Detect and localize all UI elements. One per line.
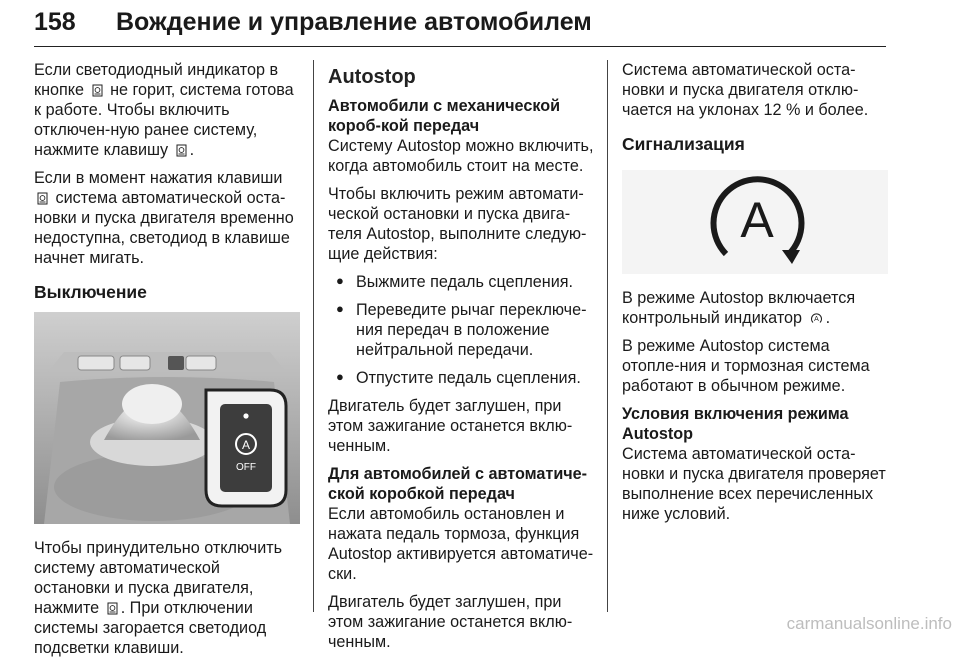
page-number: 158 <box>34 8 76 36</box>
column-divider-left <box>313 60 314 612</box>
heading-signal: Сигнализация <box>622 134 745 154</box>
page-header <box>34 4 886 48</box>
paragraph-led-blink: Если в момент нажатия клавиши система автоматической оста-новки и пуска двигателя временно недоступна, светодиод в клавише начнет мигать. <box>34 169 294 267</box>
paragraph-steps-intro: Чтобы включить режим автомати-ческой остановки и пуска двига-теля Autostop, выполните следую-щие действия: <box>328 185 587 263</box>
list-item: ● Отпустите педаль сцепления. <box>328 368 596 388</box>
column-right <box>622 60 888 532</box>
console-photo-illustration <box>34 312 300 524</box>
svg-text:A: A <box>241 438 251 452</box>
autostop-button-icon <box>107 602 118 615</box>
svg-text:A: A <box>813 316 819 323</box>
paragraph-engine-off-2: Двигатель будет заглушен, при этом зажигание останется вклю-ченным. <box>328 593 573 651</box>
list-item: ● Выжмите педаль сцепления. <box>328 272 596 292</box>
column-left <box>34 60 300 666</box>
paragraph-slope: Система автоматической оста-новки и пуска двигателя отклю-чается на уклонах 12 % и более. <box>622 61 869 119</box>
indicator-letter: A <box>740 192 774 248</box>
subheading-conditions: Условия включения режима Autostop <box>622 405 849 443</box>
page-title: Вождение и управление автомобилем <box>116 8 592 36</box>
watermark: carmanualsonline.info <box>786 614 952 633</box>
column-middle <box>328 60 596 660</box>
section-title-autostop: Autostop <box>328 66 416 88</box>
paragraph-led-off: Если светодиодный индикатор в кнопке не горит, система готова к работе. Чтобы включить отключен-ную ранее систему, нажмите клавишу . <box>34 61 294 159</box>
autostop-button-icon <box>176 144 187 157</box>
heading-off: Выключение <box>34 282 147 302</box>
autostop-indicator-icon <box>810 312 823 325</box>
off-button-label: OFF <box>236 462 256 473</box>
paragraph-force-off: Чтобы принудительно отключить систему автоматической остановки и пуска двигателя, нажмите . При отключении системы загорается светодиод подсветки клавиши. <box>34 539 283 657</box>
header-divider <box>34 46 886 47</box>
paragraph-conditions: Система автоматической оста-новки и пуска двигателя проверяет выполнение всех перечисленных ниже условий. <box>622 445 886 523</box>
autostop-indicator-illustration <box>622 170 888 274</box>
paragraph-indicator-on: В режиме Autostop включается контрольный индикатор A . <box>622 289 856 327</box>
column-divider-right <box>607 60 608 612</box>
autostop-button-icon <box>92 84 103 97</box>
paragraph-auto-activate: Если автомобиль остановлен и нажата педаль тормоза, функция Autostop активируется автоматиче-ски. <box>328 505 594 583</box>
autostop-button-icon <box>37 192 48 205</box>
paragraph-enable: Систему Autostop можно включить, когда автомобиль стоит на месте. <box>328 137 594 175</box>
paragraph-heating: В режиме Autostop система отопле-ния и тормозная система работают в обычном режиме. <box>622 337 870 395</box>
steps-list <box>328 272 596 388</box>
list-item: ● Переведите рычаг переключе-ния передач в положение нейтральной передачи. <box>328 300 596 360</box>
paragraph-engine-off: Двигатель будет заглушен, при этом зажигание останется вклю-ченным. <box>328 397 573 455</box>
subheading-automatic: Для автомобилей с автоматиче-ской коробкой передач <box>328 465 588 503</box>
subheading-manual: Автомобили с механической короб-кой передач <box>328 97 561 135</box>
